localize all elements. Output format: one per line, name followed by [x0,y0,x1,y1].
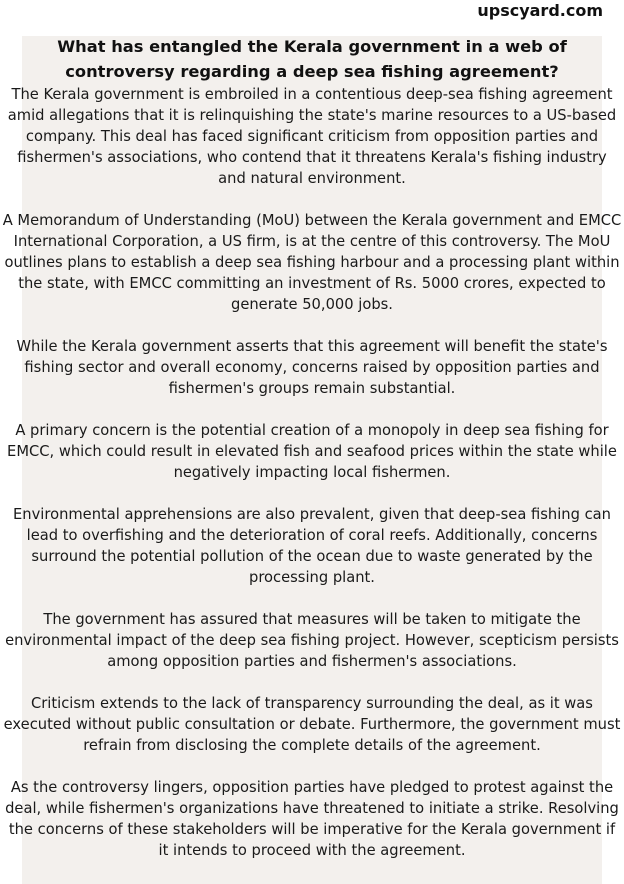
article-paragraph: As the controversy lingers, opposition parties have pledged to protest against the deal, while fishermen's organizations have threatened to initiate a strike. Resolving the concerns of these stakeholders will be imperative for the Kerala government if it intends to proceed with the agreement. [5,779,619,859]
article-paragraph: A primary concern is the potential creation of a monopoly in deep sea fishing for EMCC, which could result in elevated fish and seafood prices within the state while negatively impacting local fishermen. [7,422,617,481]
article-paragraph: The Kerala government is embroiled in a contentious deep-sea fishing agreement amid allegations that it is relinquishing the state's marine resources to a US-based company. This deal has faced significant criticism from opposition parties and fishermen's associations, who contend that it threatens Kerala's fishing industry and natural environment. [7,86,617,187]
article-paragraph: Criticism extends to the lack of transparency surrounding the deal, as it was executed without public consultation or debate. Furthermore, the government must refrain from disclosing the complete details of the agreement. [3,695,621,754]
article-body [2,34,622,861]
article-paragraph: While the Kerala government asserts that this agreement will benefit the state's fishing sector and overall economy, concerns raised by opposition parties and fishermen's groups remain substantial. [16,338,608,397]
article-paragraph: Environmental apprehensions are also prevalent, given that deep-sea fishing can lead to overfishing and the deterioration of coral reefs. Additionally, concerns surround the potential pollution of the ocean due to waste generated by the processing plant. [13,506,611,586]
article-paragraph: A Memorandum of Understanding (MoU) between the Kerala government and EMCC International Corporation, a US firm, is at the centre of this controversy. The MoU outlines plans to establish a deep sea fishing harbour and a processing plant within the state, with EMCC committing an investment of Rs. 5000 crores, expected to generate 50,000 jobs. [2,212,622,313]
article-paragraph: The government has assured that measures will be taken to mitigate the environmental impact of the deep sea fishing project. However, scepticism persists among opposition parties and fishermen's associations. [5,611,619,670]
site-brand: upscyard.com [477,1,603,20]
article-title: What has entangled the Kerala government in a web of controversy regarding a deep sea fishing agreement? [57,37,567,81]
